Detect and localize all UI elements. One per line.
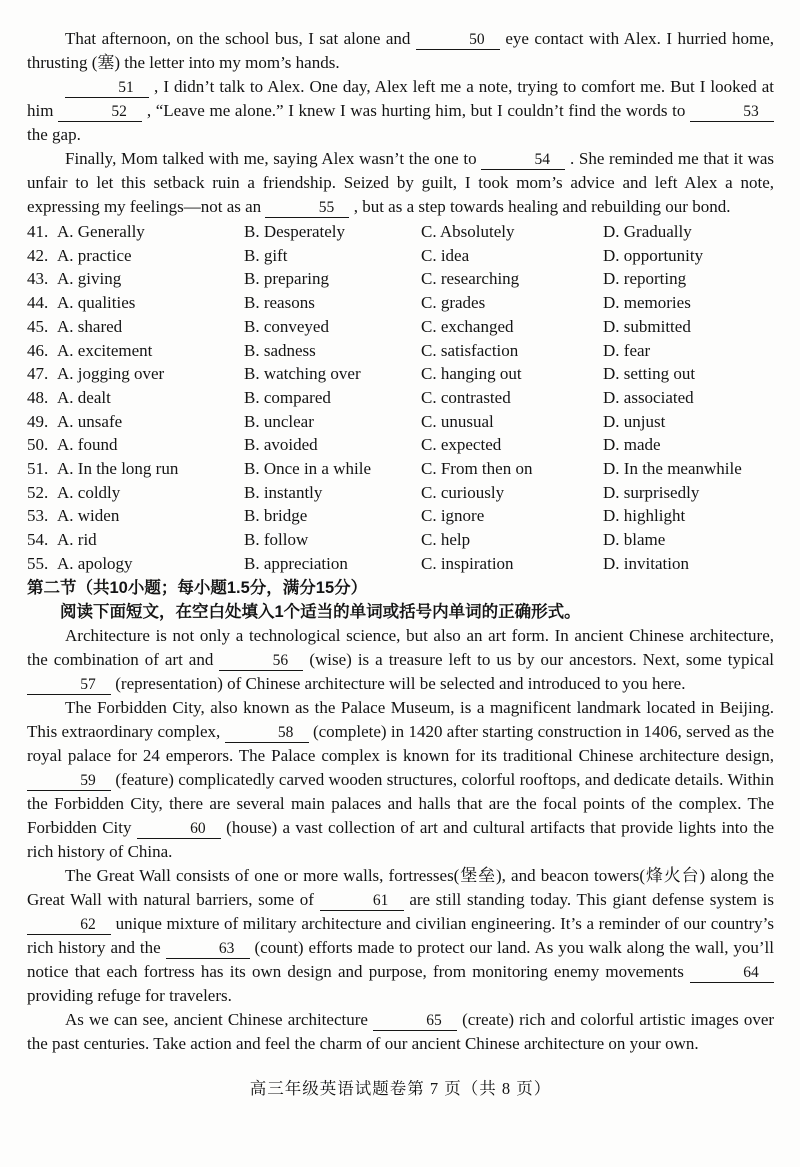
cloze-paragraph-1 [27,27,774,75]
option-c: C. curiously [421,482,505,502]
cloze-p2-text-3: the gap. [27,125,81,144]
option-row-45 [27,315,774,339]
option-47-a-cell [27,362,244,386]
option-42-a-cell [27,244,244,268]
option-c: C. grades [421,293,486,313]
option-48-a-cell [27,386,244,410]
exam-page [27,27,774,1101]
option-b: B. instantly [244,482,323,502]
option-c: C. expected [421,435,502,455]
passage-p1-text-2: (wise) is a treasure left to us by our ancestors. Next, some typical [309,649,775,669]
question-number: 45. [27,316,49,336]
option-row-53 [27,504,774,528]
option-row-54 [27,528,774,552]
option-a: A. Generally [57,222,145,241]
question-number: 42. [27,245,49,265]
option-row-51 [27,457,774,481]
blank-63: 63 [166,940,250,959]
passage-paragraph-2 [27,696,774,864]
option-b: B. sadness [244,340,316,360]
option-row-48 [27,386,774,410]
section2-header: 第二节（共10小题；每小题1.5分，满分15分） [27,578,368,597]
option-b: B. Once in a while [244,459,371,479]
question-number: 49. [27,411,49,431]
option-b: B. follow [244,530,309,550]
question-number: 54. [27,530,49,550]
option-d: D. opportunity [603,245,704,265]
option-b: B. compared [244,387,331,407]
option-d: D. submitted [603,316,691,336]
question-number: 47. [27,364,49,384]
option-c: C. satisfaction [421,340,519,360]
option-d: D. Gradually [603,222,692,241]
option-50-a-cell [27,433,244,457]
option-d: D. surprisedly [603,482,700,502]
question-number: 55. [27,553,49,573]
cloze-p2-text-1: , I didn’t talk to Alex. One day, Alex left me a note, trying to comfort me. But I looked at him [27,77,775,120]
option-a: A. giving [57,269,122,289]
option-row-47 [27,362,774,386]
blank-61: 61 [320,892,404,911]
option-a: A. jogging over [57,364,165,384]
option-b: B. avoided [244,435,318,455]
option-c: C. hanging out [421,364,522,384]
options-list [27,220,774,576]
option-54-a-cell [27,528,244,552]
option-a: A. apology [57,553,133,573]
passage-p3-text-3: unique mixture of military architecture and civilian engineering. It’s a reminder of our country’s rich history and the [27,913,774,957]
option-c: C. From then on [421,459,533,479]
option-52-a-cell [27,481,244,505]
option-b: B. preparing [244,269,329,289]
option-row-50 [27,433,774,457]
option-d: D. setting out [603,364,696,384]
option-d: D. reporting [603,269,687,289]
question-number: 43. [27,269,49,289]
blank-60: 60 [137,820,221,839]
option-d: D. made [603,435,661,455]
question-number: 52. [27,482,49,502]
passage-p4-text-2: (create) rich and colorful artistic images over the past centuries. Take action and feel the charm of our ancient Chinese architecture on your own. [27,1009,775,1053]
option-d: D. blame [603,530,666,550]
question-number: 41. [27,222,49,241]
option-a: A. unsafe [57,411,123,431]
option-d: D. memories [603,293,691,313]
cloze-p1-text-2: eye contact with Alex. I hurried home, thrusting (塞) the letter into my mom’s hands. [27,29,775,72]
option-c: C. unusual [421,411,494,431]
passage-p3-text-4: (count) efforts made to protect our land. As you walk along the wall, you’ll notice that each fortress has its own design and purpose, from monitoring enemy movements [27,937,774,981]
question-number: 44. [27,293,49,313]
passage-paragraph-1 [27,624,774,696]
passage-p2-text-4: (house) a vast collection of art and cultural artifacts that provide lights into the rich history of China. [27,817,775,861]
option-43-a-cell [27,267,244,291]
passage-paragraph-4 [27,1008,774,1056]
option-b: B. appreciation [244,553,348,573]
passage-paragraph-3 [27,864,774,1008]
option-b: B. Desperately [244,222,346,241]
option-row-44 [27,291,774,315]
cloze-p3-text-3: , but as a step towards healing and rebuilding our bond. [353,197,731,216]
option-a: A. excitement [57,340,153,360]
option-a: A. In the long run [57,459,179,479]
question-number: 51. [27,459,49,479]
blank-62: 62 [27,916,111,935]
cloze-p3-text-2: . She reminded me that it was unfair to let this setback ruin a friendship. Seized by guilt, I took mom’s advice and left Alex a note, expressing my feelings—not as an [27,149,775,216]
option-b: B. unclear [244,411,314,431]
page-footer: 高三年级英语试题卷第 7 页（共 8 页） [249,1078,552,1098]
option-c: C. idea [421,245,470,265]
option-row-49 [27,410,774,434]
blank-51: 51 [65,79,149,98]
option-51-a-cell [27,457,244,481]
passage-p2-text-2: (complete) in 1420 after starting construction in 1406, served as the royal palace for 24 emperors. The Palace complex is known for its traditional Chinese architecture design, [27,721,775,765]
option-b: B. watching over [244,364,361,384]
option-46-a-cell [27,339,244,363]
blank-65: 65 [373,1012,457,1031]
option-d: D. associated [603,387,694,407]
cloze-p2-text-2: , “Leave me alone.” I knew I was hurting him, but I couldn’t find the words to [146,101,686,120]
option-c: C. researching [421,269,520,289]
question-number: 46. [27,340,49,360]
blank-55: 55 [265,199,349,218]
option-a: A. shared [57,316,123,336]
option-d: D. unjust [603,411,666,431]
blank-64: 64 [690,964,774,983]
question-number: 48. [27,387,49,407]
option-d: D. invitation [603,553,689,573]
cloze-paragraph-2 [27,75,774,147]
option-row-46 [27,339,774,363]
option-49-a-cell [27,410,244,434]
option-row-52 [27,481,774,505]
option-c: C. ignore [421,506,485,526]
passage-p1-text-3: (representation) of Chinese architecture will be selected and introduced to you here. [115,673,686,693]
option-45-a-cell [27,315,244,339]
option-44-a-cell [27,291,244,315]
option-55-a-cell [27,552,244,576]
option-b: B. conveyed [244,316,329,336]
option-41-a-cell [27,220,244,244]
passage-p3-text-1: The Great Wall consists of one or more walls, fortresses(堡垒), and beacon towers(烽火台) along the Great Wall with natural barriers, some of [27,865,774,909]
cloze-p3-text-1: Finally, Mom talked with me, saying Alex wasn’t the one to [65,149,477,168]
blank-57: 57 [27,676,111,695]
passage-p2-text-3: (feature) complicatedly carved wooden structures, colorful rooftops, and dedicate details. Within the Forbidden City, there are several main palaces and halls that are the focal points of the complex. The Forbidden City [27,769,775,837]
option-c: C. help [421,530,471,550]
option-b: B. gift [244,245,288,265]
option-a: A. widen [57,506,120,526]
option-c: C. Absolutely [421,222,515,241]
blank-54: 54 [481,151,565,170]
option-a: A. found [57,435,118,455]
option-row-42 [27,244,774,268]
passage-p3-text-5: providing refuge for travelers. [27,985,232,1005]
question-number: 50. [27,435,49,455]
cloze-paragraph-3 [27,147,774,219]
passage-p3-text-2: are still standing today. This giant defense system is [409,889,775,909]
option-53-a-cell [27,504,244,528]
blank-50: 50 [416,31,500,50]
blank-58: 58 [225,724,309,743]
blank-52: 52 [58,103,142,122]
cloze-p1-text-1: That afternoon, on the school bus, I sat alone and [65,29,411,48]
passage-p2-text-1: The Forbidden City, also known as the Palace Museum, is a magnificent landmark located in Beijing. This extraordinary complex, [27,697,774,741]
section2-instruction: 阅读下面短文，在空白处填入1个适当的单词或括号内单词的正确形式。 [60,602,581,621]
passage-p4-text-1: As we can see, ancient Chinese architecture [65,1009,368,1029]
blank-53: 53 [690,103,774,122]
passage-p1-text-1: Architecture is not only a technological science, but also an art form. In ancient Chinese architecture, the combination of art and [27,625,774,669]
option-d: D. In the meanwhile [603,459,742,479]
question-number: 53. [27,506,49,526]
option-d: D. fear [603,340,651,360]
option-d: D. highlight [603,506,686,526]
option-a: A. dealt [57,387,111,407]
option-a: A. qualities [57,293,136,313]
option-c: C. contrasted [421,387,511,407]
blank-59: 59 [27,772,111,791]
option-row-43 [27,267,774,291]
option-a: A. coldly [57,482,121,502]
blank-56: 56 [219,652,303,671]
option-row-55 [27,552,774,576]
option-c: C. inspiration [421,553,514,573]
option-c: C. exchanged [421,316,514,336]
option-row-41 [27,220,774,244]
option-a: A. practice [57,245,132,265]
option-b: B. reasons [244,293,315,313]
option-a: A. rid [57,530,97,550]
option-b: B. bridge [244,506,308,526]
